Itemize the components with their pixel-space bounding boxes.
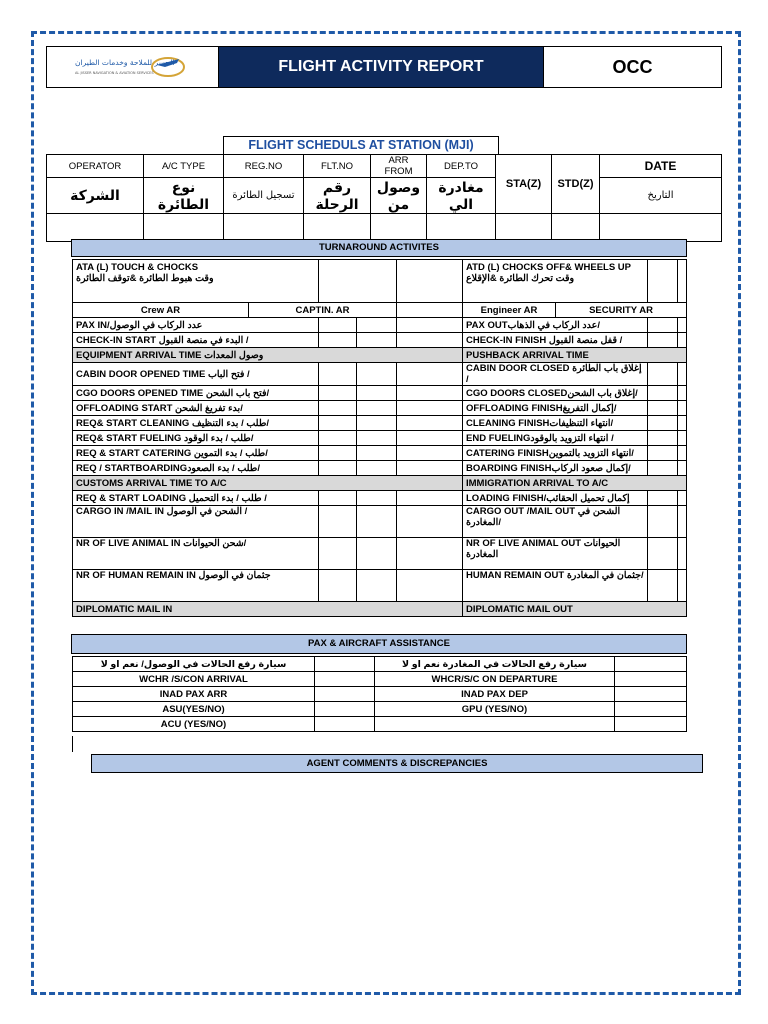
assistance-input-left[interactable] bbox=[315, 717, 375, 732]
activity-time-right-a[interactable] bbox=[648, 363, 678, 386]
assistance-label-left: INAD PAX ARR bbox=[73, 687, 315, 702]
col-date: DATE bbox=[600, 155, 722, 178]
assistance-input-right[interactable] bbox=[615, 687, 687, 702]
assistance-label-right: WHCR/S/C ON DEPARTURE bbox=[375, 672, 615, 687]
activity-time-left-c[interactable] bbox=[397, 538, 463, 570]
activity-time-right-b[interactable] bbox=[678, 431, 687, 446]
report-header bbox=[46, 46, 722, 88]
assistance-label-left: ASU(YES/NO) bbox=[73, 702, 315, 717]
activity-label-right: CARGO OUT /MAIL OUT الشحن في المغادرة/ bbox=[463, 506, 648, 538]
activity-time-left-b[interactable] bbox=[357, 431, 397, 446]
activity-time-left-a[interactable] bbox=[319, 333, 357, 348]
activity-label-left: EQUIPMENT ARRIVAL TIME وصول المعدات bbox=[73, 348, 463, 363]
assistance-row bbox=[73, 687, 687, 702]
activity-time-right-a[interactable] bbox=[648, 431, 678, 446]
atd-extra[interactable] bbox=[678, 260, 687, 303]
activity-time-left-c[interactable] bbox=[397, 461, 463, 476]
activity-label-left: REQ& START FUELING طلب / بدء الوقود/ bbox=[73, 431, 319, 446]
schedule-title: FLIGHT SCHEDULS AT STATION (MJI) bbox=[223, 136, 499, 154]
activity-time-left-b[interactable] bbox=[357, 401, 397, 416]
turnaround-row bbox=[73, 446, 687, 461]
turnaround-row bbox=[73, 476, 687, 491]
turnaround-row bbox=[73, 401, 687, 416]
plane-logo-icon bbox=[73, 49, 193, 81]
activity-label-right: DIPLOMATIC MAIL OUT bbox=[463, 602, 687, 617]
activity-time-left-c[interactable] bbox=[397, 491, 463, 506]
atd-input[interactable] bbox=[648, 260, 678, 303]
activity-label-left: REQ & START CATERING طلب / بدء التموين/ bbox=[73, 446, 319, 461]
activity-label-right: CATERING FINISHانتهاء التزويد بالتموين/ bbox=[463, 446, 648, 461]
col-ac-type-ar: نوع الطائرة bbox=[144, 178, 224, 214]
atd-label: ATD (L) CHOCKS OFF& WHEELS UP وقت تحرك الطائرة &الإقلاع bbox=[463, 260, 648, 303]
col-std: STD(Z) bbox=[552, 155, 600, 214]
activity-label-left: CARGO IN /MAIL IN الشحن في الوصول / bbox=[73, 506, 319, 538]
report-title: FLIGHT ACTIVITY REPORT bbox=[219, 47, 544, 88]
activity-time-right-b[interactable] bbox=[678, 416, 687, 431]
activity-time-left-a[interactable] bbox=[319, 461, 357, 476]
activity-time-left-a[interactable] bbox=[319, 446, 357, 461]
col-reg-no-ar: تسجيل الطائرة bbox=[224, 178, 304, 214]
activity-time-left-b[interactable] bbox=[357, 491, 397, 506]
captain-input[interactable] bbox=[397, 303, 463, 318]
activity-time-left-b[interactable] bbox=[357, 333, 397, 348]
assistance-input-left[interactable] bbox=[315, 672, 375, 687]
input-dep-to[interactable] bbox=[427, 214, 496, 242]
svg-text:AL JISSER NAVIGATION & AVIATIO: AL JISSER NAVIGATION & AVIATION SERVICES bbox=[74, 70, 154, 75]
activity-time-right-a[interactable] bbox=[648, 416, 678, 431]
activity-time-left-a[interactable] bbox=[319, 570, 357, 602]
activity-time-left-c[interactable] bbox=[397, 446, 463, 461]
assistance-title: PAX & AIRCRAFT ASSISTANCE bbox=[71, 634, 687, 654]
activity-time-right-a[interactable] bbox=[648, 506, 678, 538]
activity-time-right-b[interactable] bbox=[678, 538, 687, 570]
turnaround-row bbox=[73, 461, 687, 476]
activity-time-left-a[interactable] bbox=[319, 538, 357, 570]
activity-time-left-b[interactable] bbox=[357, 538, 397, 570]
assistance-label-right bbox=[375, 717, 615, 732]
activity-time-right-b[interactable] bbox=[678, 446, 687, 461]
col-dep-to-ar: مغادرة الي bbox=[427, 178, 496, 214]
engineer-label: Engineer AR bbox=[463, 303, 556, 318]
activity-time-left-a[interactable] bbox=[319, 401, 357, 416]
ata-input[interactable] bbox=[319, 260, 397, 303]
activity-label-left: REQ / STARTBOARDINGطلب / بدء الصعود/ bbox=[73, 461, 319, 476]
col-operator-ar: الشركة bbox=[47, 178, 144, 214]
crew-label: Crew AR bbox=[73, 303, 249, 318]
activity-time-left-c[interactable] bbox=[397, 333, 463, 348]
activity-label-left: CGO DOORS OPENED TIME فتح باب الشحن/ bbox=[73, 386, 319, 401]
turnaround-table bbox=[72, 259, 687, 617]
input-date[interactable] bbox=[600, 214, 722, 242]
assistance-input-right[interactable] bbox=[615, 717, 687, 732]
captain-label: CAPTIN. AR bbox=[249, 303, 397, 318]
activity-label-right: END FUELINGانتهاء التزويد بالوقود / bbox=[463, 431, 648, 446]
activity-time-right-a[interactable] bbox=[648, 386, 678, 401]
col-flt-no: FLT.NO bbox=[304, 155, 371, 178]
activity-label-right: PAX OUTعدد الركاب في الذهاب/ bbox=[463, 318, 648, 333]
activity-label-right: BOARDING FINISHإكمال صعود الركاب/ bbox=[463, 461, 648, 476]
assistance-input-left[interactable] bbox=[315, 702, 375, 717]
activity-time-right-a[interactable] bbox=[648, 461, 678, 476]
activity-time-left-c[interactable] bbox=[397, 416, 463, 431]
activity-label-left: CUSTOMS ARRIVAL TIME TO A/C bbox=[73, 476, 463, 491]
turnaround-row bbox=[73, 570, 687, 602]
assistance-input-right[interactable] bbox=[615, 672, 687, 687]
assistance-label-right: سيارة رفع الحالات في المغادرة نعم او لا bbox=[375, 657, 615, 672]
activity-time-left-c[interactable] bbox=[397, 570, 463, 602]
activity-label-right: CABIN DOOR CLOSED إغلاق باب الطائرة / bbox=[463, 363, 648, 386]
activity-label-right: OFFLOADING FINISHإكمال التفريغ/ bbox=[463, 401, 648, 416]
activity-time-left-b[interactable] bbox=[357, 416, 397, 431]
activity-time-right-b[interactable] bbox=[678, 363, 687, 386]
assistance-label-left: WCHR /S/CON ARRIVAL bbox=[73, 672, 315, 687]
input-flt-no[interactable] bbox=[304, 214, 371, 242]
col-sta: STA(Z) bbox=[496, 155, 552, 214]
activity-label-right: LOADING FINISH/إكمال تحميل الحقائب bbox=[463, 491, 648, 506]
col-ac-type: A/C TYPE bbox=[144, 155, 224, 178]
input-sta[interactable] bbox=[496, 214, 552, 242]
activity-label-right: NR OF LIVE ANIMAL OUT الحيوانات المغادرة bbox=[463, 538, 648, 570]
turnaround-row bbox=[73, 318, 687, 333]
activity-time-right-b[interactable] bbox=[678, 570, 687, 602]
assistance-table bbox=[72, 656, 687, 732]
turnaround-row bbox=[73, 602, 687, 617]
assistance-row bbox=[73, 657, 687, 672]
turnaround-row bbox=[73, 363, 687, 386]
turnaround-row bbox=[73, 333, 687, 348]
activity-label-right: CLEANING FINISHانتهاء التنظيفات/ bbox=[463, 416, 648, 431]
activity-time-left-b[interactable] bbox=[357, 386, 397, 401]
activity-time-right-a[interactable] bbox=[648, 401, 678, 416]
input-arr-from[interactable] bbox=[371, 214, 427, 242]
col-date-ar: التاريخ bbox=[600, 178, 722, 214]
ata-extra[interactable] bbox=[397, 260, 463, 303]
activity-time-right-a[interactable] bbox=[648, 538, 678, 570]
schedule-table bbox=[46, 154, 722, 242]
activity-label-left: REQ& START CLEANING طلب / بدء التنظيف/ bbox=[73, 416, 319, 431]
activity-time-left-b[interactable] bbox=[357, 570, 397, 602]
activity-time-right-a[interactable] bbox=[648, 333, 678, 348]
turnaround-row bbox=[73, 416, 687, 431]
activity-time-left-a[interactable] bbox=[319, 506, 357, 538]
col-arr-from: ARR FROM bbox=[371, 155, 427, 178]
activity-time-left-c[interactable] bbox=[397, 431, 463, 446]
activity-time-left-b[interactable] bbox=[357, 363, 397, 386]
turnaround-row bbox=[73, 538, 687, 570]
activity-time-left-c[interactable] bbox=[397, 401, 463, 416]
activity-label-left: OFFLOADING START بدء تفريغ الشحن/ bbox=[73, 401, 319, 416]
input-std[interactable] bbox=[552, 214, 600, 242]
turnaround-row bbox=[73, 491, 687, 506]
ata-label: ATA (L) TOUCH & CHOCKS وقت هبوط الطائرة &توقف الطائرة bbox=[73, 260, 319, 303]
activity-time-left-a[interactable] bbox=[319, 363, 357, 386]
col-operator: OPERATOR bbox=[47, 155, 144, 178]
activity-time-left-a[interactable] bbox=[319, 416, 357, 431]
activity-time-left-c[interactable] bbox=[397, 386, 463, 401]
activity-time-left-c[interactable] bbox=[397, 363, 463, 386]
activity-time-right-b[interactable] bbox=[678, 401, 687, 416]
assistance-row bbox=[73, 702, 687, 717]
assistance-label-right: INAD PAX DEP bbox=[375, 687, 615, 702]
assistance-input-right[interactable] bbox=[615, 702, 687, 717]
activity-time-right-b[interactable] bbox=[678, 333, 687, 348]
activity-time-left-b[interactable] bbox=[357, 446, 397, 461]
activity-label-left: DIPLOMATIC MAIL IN bbox=[73, 602, 463, 617]
activity-label-left: NR OF HUMAN REMAIN IN جثمان في الوصول bbox=[73, 570, 319, 602]
table-edge-line bbox=[72, 736, 73, 752]
assistance-row bbox=[73, 672, 687, 687]
activity-time-right-a[interactable] bbox=[648, 446, 678, 461]
activity-time-right-a[interactable] bbox=[648, 318, 678, 333]
activity-label-right: HUMAN REMAIN OUT جثمان في المغادرة/ bbox=[463, 570, 648, 602]
turnaround-title: TURNAROUND ACTIVITES bbox=[71, 239, 687, 257]
assistance-input-left[interactable] bbox=[315, 657, 375, 672]
col-arr-from-ar: وصول من bbox=[371, 178, 427, 214]
activity-label-left: PAX IN/عدد الركاب في الوصول bbox=[73, 318, 319, 333]
logo bbox=[47, 47, 219, 88]
activity-label-right: PUSHBACK ARRIVAL TIME bbox=[463, 348, 687, 363]
activity-time-right-a[interactable] bbox=[648, 491, 678, 506]
activity-time-left-a[interactable] bbox=[319, 491, 357, 506]
assistance-row bbox=[73, 717, 687, 732]
activity-label-right: IMMIGRATION ARRIVAL TO A/C bbox=[463, 476, 687, 491]
assistance-label-left: سيارة رفع الحالات في الوصول/ نعم او لا bbox=[73, 657, 315, 672]
activity-time-right-b[interactable] bbox=[678, 491, 687, 506]
activity-time-left-b[interactable] bbox=[357, 318, 397, 333]
activity-time-right-a[interactable] bbox=[648, 570, 678, 602]
activity-time-left-a[interactable] bbox=[319, 386, 357, 401]
activity-time-right-b[interactable] bbox=[678, 461, 687, 476]
comments-title: AGENT COMMENTS & DISCREPANCIES bbox=[91, 754, 703, 773]
activity-time-left-c[interactable] bbox=[397, 318, 463, 333]
occ-label: OCC bbox=[544, 47, 722, 88]
input-operator[interactable] bbox=[47, 214, 144, 242]
activity-time-right-b[interactable] bbox=[678, 318, 687, 333]
security-label: SECURITY AR bbox=[556, 303, 687, 318]
activity-time-left-b[interactable] bbox=[357, 506, 397, 538]
col-reg-no: REG.NO bbox=[224, 155, 304, 178]
activity-label-left: CHECK-IN START البدء في منصة القبول / bbox=[73, 333, 319, 348]
col-flt-no-ar: رقم الرحلة bbox=[304, 178, 371, 214]
activity-time-left-a[interactable] bbox=[319, 431, 357, 446]
turnaround-row bbox=[73, 431, 687, 446]
activity-label-right: CHECK-IN FINISH قفل منصة القبول / bbox=[463, 333, 648, 348]
turnaround-row bbox=[73, 348, 687, 363]
activity-time-left-a[interactable] bbox=[319, 318, 357, 333]
assistance-input-right[interactable] bbox=[615, 657, 687, 672]
activity-time-left-c[interactable] bbox=[397, 506, 463, 538]
activity-label-right: CGO DOORS CLOSEDإغلاق باب الشحن/ bbox=[463, 386, 648, 401]
assistance-label-right: GPU (YES/NO) bbox=[375, 702, 615, 717]
assistance-label-left: ACU (YES/NO) bbox=[73, 717, 315, 732]
activity-time-right-b[interactable] bbox=[678, 386, 687, 401]
assistance-input-left[interactable] bbox=[315, 687, 375, 702]
activity-label-left: CABIN DOOR OPENED TIME فتح الباب / bbox=[73, 363, 319, 386]
activity-time-right-b[interactable] bbox=[678, 506, 687, 538]
col-dep-to: DEP.TO bbox=[427, 155, 496, 178]
input-ac-type[interactable] bbox=[144, 214, 224, 242]
turnaround-row bbox=[73, 386, 687, 401]
activity-label-left: NR OF LIVE ANIMAL IN شحن الحيوانات/ bbox=[73, 538, 319, 570]
activity-label-left: REQ & START LOADING طلب / بدء التحميل / bbox=[73, 491, 319, 506]
input-reg-no[interactable] bbox=[224, 214, 304, 242]
turnaround-row bbox=[73, 506, 687, 538]
svg-text:الجسر للملاحة وخدمات الطيران: الجسر للملاحة وخدمات الطيران bbox=[74, 57, 174, 67]
activity-time-left-b[interactable] bbox=[357, 461, 397, 476]
